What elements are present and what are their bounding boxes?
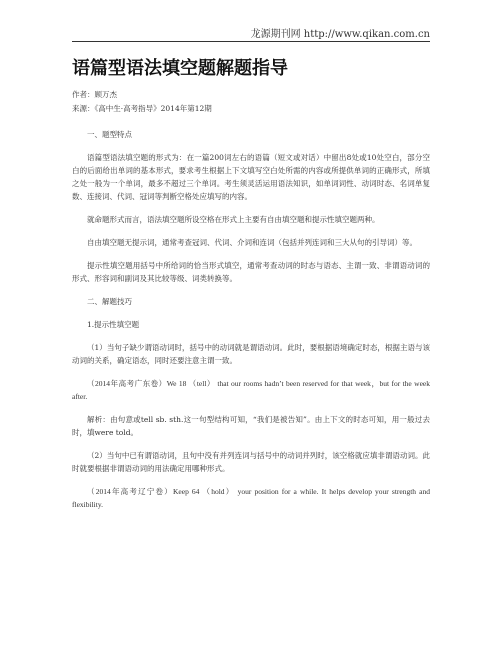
section-heading: 一、题型特点 bbox=[87, 130, 132, 139]
body-paragraph: 就命题形式而言，语法填空题所设空格在形式上主要有自由填空题和提示性填空题两种。 bbox=[87, 215, 380, 224]
subsection-heading: 1.提示性填空题 bbox=[87, 320, 140, 329]
article-body bbox=[72, 128, 430, 521]
body-paragraph: （2）当句中已有谓语动词，且句中没有并列连词与括号中的动词并列时，该空格就应填非谓语动词。此时就要根据非谓语动词的用法确定用哪种形式。 bbox=[72, 451, 430, 473]
article-source: 来源：《高中生·高考指导》2014年第12期 bbox=[72, 104, 212, 113]
example-sentence: （2014年高考辽宁卷）Keep 64 （hold） your position for a while. It helps develop your strength and flexibility. bbox=[72, 487, 430, 509]
body-paragraph: 语篇型语法填空题的形式为：在一篇200词左右的语篇（短文或对话）中留出8处或10处空白，部分空白的后面给出单词的基本形式，要求考生根据上下文填写空白处所需的内容或所提供单词的正确形式，所填之处一般为一个单词，最多不超过三个单词。考生须灵活运用语法知识，如单词词性、动词时态、名词单复数、连接词、代词、冠词等判断空格处应填写的内容。 bbox=[72, 153, 430, 201]
header-divider bbox=[72, 41, 430, 42]
site-header: 龙源期刊网 http://www.qikan.com.cn bbox=[250, 29, 430, 40]
article-author: 作者：顾万杰 bbox=[72, 90, 117, 99]
body-paragraph: 解析：由句意或tell sb. sth.这一句型结构可知，“我们是被告知”。由上下文的时态可知，用一般过去时，填were told。 bbox=[72, 415, 430, 437]
body-paragraph: 提示性填空题用括号中所给词的恰当形式填空，通常考查动词的时态与语态、主谓一致、非谓语动词的形式、形容词和副词及其比较等级、词类转换等。 bbox=[72, 261, 430, 283]
section-heading: 二、解题技巧 bbox=[87, 297, 132, 306]
body-paragraph: （1）当句子缺少谓语动词时，括号中的动词就是谓语动词。此时，要根据语境确定时态，根据主语与该动词的关系，确定语态，同时还要注意主谓一致。 bbox=[72, 343, 430, 365]
example-sentence: （2014年高考广东卷）We 18 （tell） that our rooms hadn’t been reserved for that week，but for the week after. bbox=[72, 379, 430, 401]
body-paragraph: 自由填空题无提示词，通常考查冠词、代词、介词和连词（包括并列连词和三大从句的引导词）等。 bbox=[87, 238, 417, 247]
article-title: 语篇型语法填空题解题指导 bbox=[72, 58, 288, 79]
